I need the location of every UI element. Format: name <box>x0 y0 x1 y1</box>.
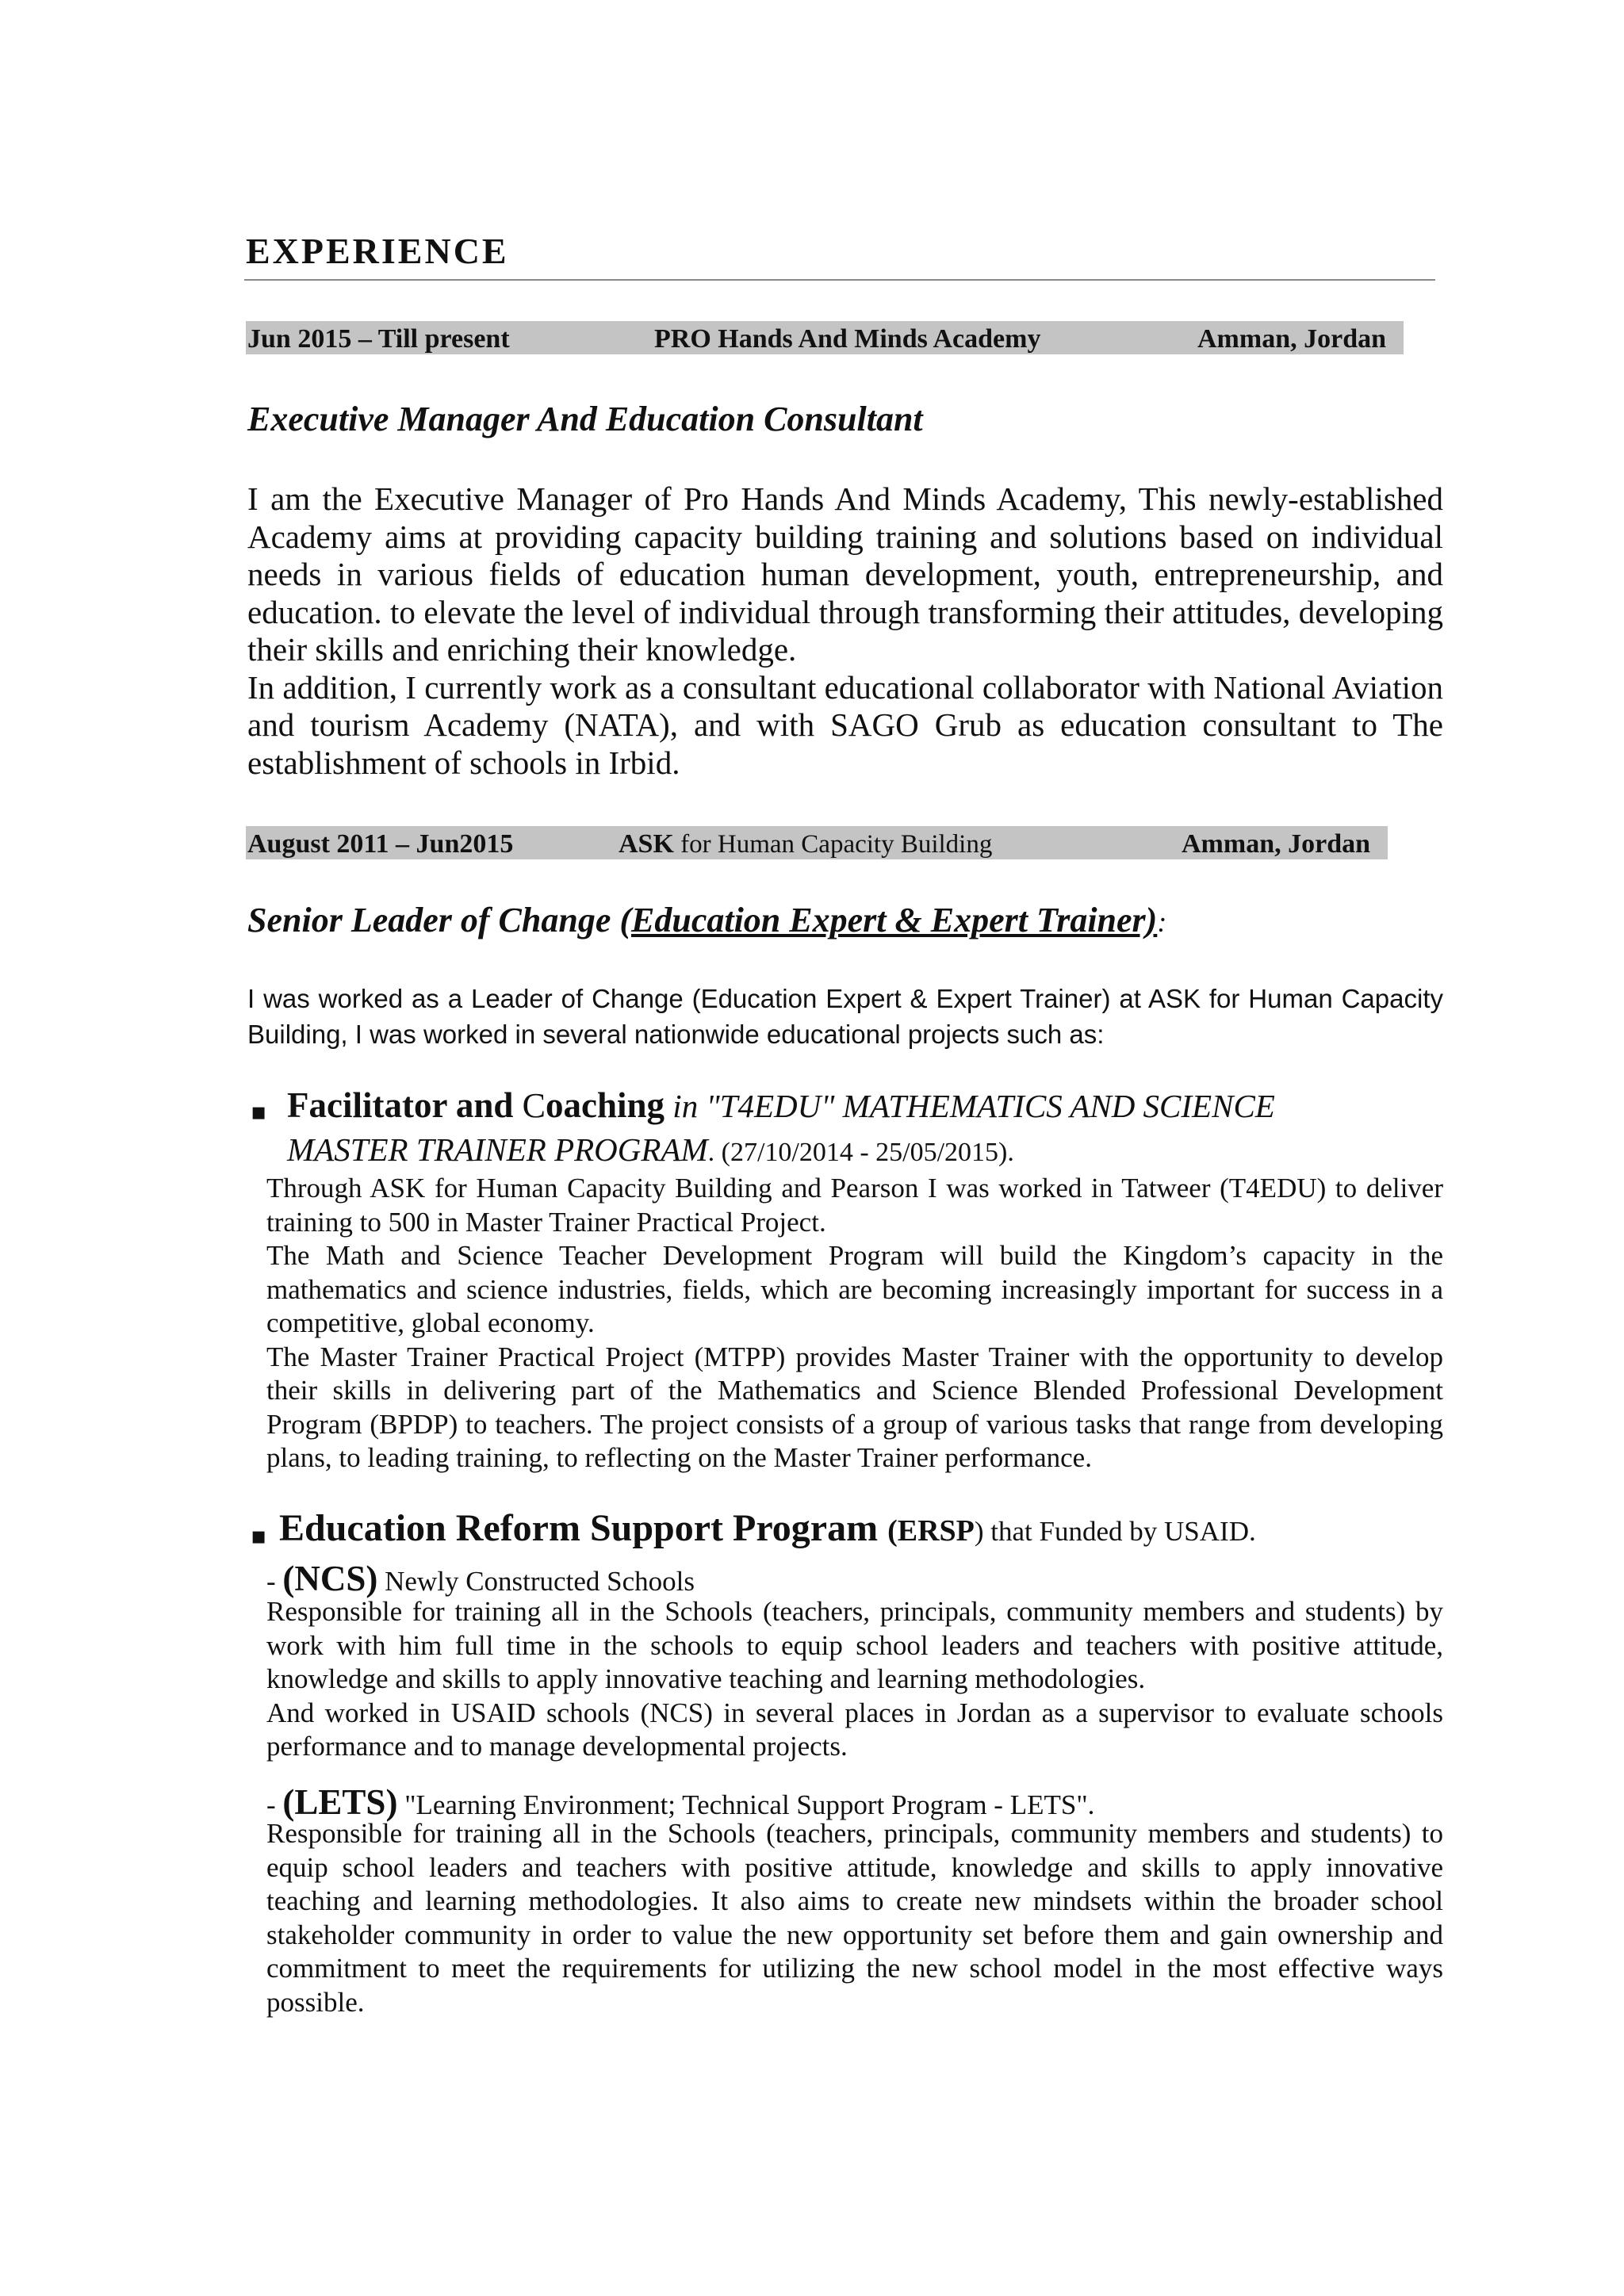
project-heading-bold-rest: oaching <box>546 1085 665 1125</box>
job-title <box>247 900 1166 940</box>
project-heading-italic: in "T4EDU" MATHEMATICS AND SCIENCE <box>665 1088 1275 1124</box>
job-description-paragraph: In addition, I currently work as a consultant educational collaborator with National Aviation and tourism Academy (NATA), and with SAGO Grub as education consultant to The establishment of schools in Irbid. <box>247 668 1443 781</box>
subproject-abbr: (NCS) <box>282 1559 378 1598</box>
project-heading-bold: Facilitator and <box>287 1085 523 1125</box>
project-paragraph: The Math and Science Teacher Development Program will build the Kingdom’s capacity in the mathematics and science industries, fields, which are becoming increasingly important for success in a competitive, global economy. <box>266 1240 1443 1338</box>
project-paragraph: The Master Trainer Practical Project (MTPP) provides Master Trainer with the opportunity to develop their skills in delivering part of the Mathematics and Science Blended Professional Development Program (BPDP) to teachers. The project consists of a group of various tasks that range from developing plans, to leading training, to reflecting on the Master Trainer performance. <box>266 1341 1443 1473</box>
subproject-abbr: (LETS) <box>282 1782 398 1822</box>
project-heading-italic: MASTER TRAINER PROGRAM <box>287 1131 708 1168</box>
job-header-bar <box>246 826 1388 859</box>
subproject-description <box>266 1595 1443 1764</box>
job-organization: PRO Hands And Minds Academy <box>654 324 1041 354</box>
bullet-icon: ▪ <box>251 1098 267 1126</box>
job-organization-bold: ASK <box>619 829 674 859</box>
section-divider <box>244 279 1435 281</box>
job-description <box>247 480 1443 782</box>
job-title-colon: : <box>1157 906 1167 938</box>
subproject-paragraph: Responsible for training all in the Schools (teachers, principals, community members and students) by work with him full time in the schools to equip school leaders and teachers with positive attitude, knowledge and skills to apply innovative teaching and learning methodologies. <box>266 1596 1443 1694</box>
job-title: Executive Manager And Education Consultant <box>247 400 923 438</box>
job-title-role: (Education Expert & Expert Trainer) <box>619 901 1158 939</box>
job-location: Amman, Jordan <box>1182 829 1371 859</box>
job-period: Jun 2015 – Till present <box>247 324 510 354</box>
job-organization-rest: for Human Capacity Building <box>673 830 993 859</box>
job-intro: I was worked as a Leader of Change (Education Expert & Expert Trainer) at ASK for Human Capacity Building, I was worked in several nationwide educational projects such as: <box>247 984 1443 1049</box>
project-heading-line2 <box>287 1131 1014 1169</box>
bullet-icon: ▪ <box>251 1522 267 1550</box>
project-heading-bold-initial: C <box>522 1086 546 1125</box>
subproject-dash: - <box>266 1789 283 1820</box>
job-description-paragraph: I am the Executive Manager of Pro Hands And Minds Academy, This newly-established Academy aims at providing capacity building training and solutions based on individual needs in various fields of education human development, youth, entrepreneurship, and education. to elevate the level of individual through transforming their attitudes, developing their skills and enriching their knowledge. <box>247 480 1443 668</box>
subproject-name: "Learning Environment; Technical Support Program - LETS". <box>397 1789 1095 1820</box>
subproject-paragraph: And worked in USAID schools (NCS) in several places in Jordan as a supervisor to evaluate schools performance and to manage developmental projects. <box>266 1697 1443 1762</box>
project-heading-paren: ( <box>887 1514 898 1548</box>
subproject-name: Newly Constructed Schools <box>377 1566 695 1597</box>
subproject-paragraph: Responsible for training all in the Schools (teachers, principals, community members and students) to equip school leaders and teachers with positive attitude, knowledge and skills to apply innovative teaching and learning methodologies. It also aims to create new mindsets within the broader school stakeholder community in order to value the new opportunity set before them and gain ownership and commitment to meet the requirements for utilizing the new school model in the most effective ways possible. <box>266 1818 1443 2018</box>
project-description <box>266 1172 1443 1475</box>
project-paragraph: Through ASK for Human Capacity Building and Pearson I was worked in Tatweer (T4EDU) to deliver training to 500 in Master Trainer Practical Project. <box>266 1173 1443 1238</box>
job-period: August 2011 – Jun2015 <box>247 829 514 859</box>
project-heading-abbr: ERSP <box>897 1514 975 1548</box>
job-location: Amman, Jordan <box>1197 324 1387 354</box>
section-title: EXPERIENCE <box>246 231 509 271</box>
job-title-main: Senior Leader of Change <box>247 901 620 939</box>
project-heading <box>279 1506 1256 1559</box>
project-dates: . (27/10/2014 - 25/05/2015). <box>707 1138 1014 1167</box>
job-organization <box>619 829 992 859</box>
project-heading-rest: ) that Funded by USAID. <box>974 1516 1256 1547</box>
job-header-bar <box>246 321 1404 354</box>
subproject-dash: - <box>266 1566 283 1597</box>
project-heading <box>287 1086 1275 1125</box>
project-heading-bold: Education Reform Support Program <box>279 1507 888 1549</box>
